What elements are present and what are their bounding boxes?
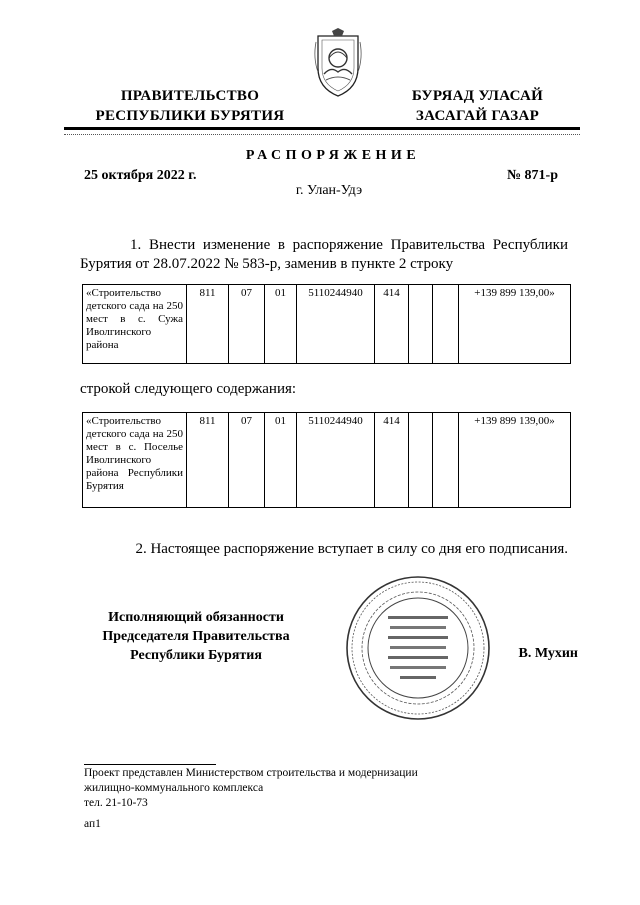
header-right-line1: БУРЯАД УЛАСАЙ	[411, 88, 544, 104]
document-date: 25 октября 2022 г.	[84, 168, 197, 183]
coat-of-arms-icon	[312, 28, 364, 98]
amount-cell: +139 899 139,00»	[459, 285, 571, 364]
footer-line2: жилищно-коммунального комплекса	[84, 782, 264, 794]
table-cell: 07	[229, 285, 265, 364]
table-row	[83, 285, 571, 364]
header-divider	[64, 127, 580, 130]
table-cell: 811	[187, 285, 229, 364]
government-name-bua	[390, 86, 565, 126]
project-name-cell: «Строительство детского сада на 250 мест в с. Поселье Иволгинского района Республики Бурятия	[83, 413, 187, 508]
item-2-text: 2. Настоящее распоряжение вступает в силу со дня его подписания.	[135, 541, 568, 557]
table-row	[83, 413, 571, 508]
header-right-line2: ЗАСАГАЙ ГАЗАР	[415, 108, 540, 124]
header-dotted-divider	[64, 134, 580, 135]
table-cell: 01	[265, 413, 297, 508]
table-cell: 07	[229, 413, 265, 508]
footer-divider	[84, 764, 216, 765]
signatory-title-line1: Исполняющий обязанности	[108, 610, 284, 625]
signatory-title-line2: Председателя Правительства	[102, 629, 290, 644]
table-cell: 414	[375, 285, 409, 364]
table-cell: 5110244940	[297, 413, 375, 508]
signatory-title-line3: Республики Бурятия	[130, 648, 262, 663]
table-cell	[409, 413, 433, 508]
footer-phone: тел. 21-10-73	[84, 797, 148, 809]
table-cell: 5110244940	[297, 285, 375, 364]
header-left-line2: РЕСПУБЛИКИ БУРЯТИЯ	[95, 108, 285, 124]
footer-line1: Проект представлен Министерством строительства и модернизации	[84, 767, 418, 779]
table-cell: 414	[375, 413, 409, 508]
amount-cell: +139 899 139,00»	[459, 413, 571, 508]
project-name-cell: «Строительство детского сада на 250 мест в с. Сужа Иволгинского района	[83, 285, 187, 364]
replacement-intro: строкой следующего содержания:	[80, 381, 297, 397]
header-left-line1: ПРАВИТЕЛЬСТВО	[120, 88, 260, 104]
official-seal-icon	[344, 574, 492, 722]
footer-note	[84, 766, 418, 811]
document-city: г. Улан-Удэ	[295, 183, 363, 198]
footer-code: ап1	[84, 818, 101, 830]
new-row-table	[82, 412, 571, 508]
signatory-name: В. Мухин	[518, 646, 578, 661]
table-cell: 01	[265, 285, 297, 364]
table-cell: 811	[187, 413, 229, 508]
item-1-text: 1. Внести изменение в распоряжение Правительства Республики Бурятия от 28.07.2022 № 583-р, заменив в пункте 2 строку	[80, 237, 568, 272]
old-row-table	[82, 284, 571, 364]
table-cell	[433, 413, 459, 508]
document-type: РАСПОРЯЖЕНИЕ	[245, 148, 421, 163]
table-cell	[409, 285, 433, 364]
document-number: № 871-р	[506, 168, 558, 183]
table-cell	[433, 285, 459, 364]
government-name-ru	[70, 86, 310, 126]
signatory-title	[80, 608, 312, 665]
